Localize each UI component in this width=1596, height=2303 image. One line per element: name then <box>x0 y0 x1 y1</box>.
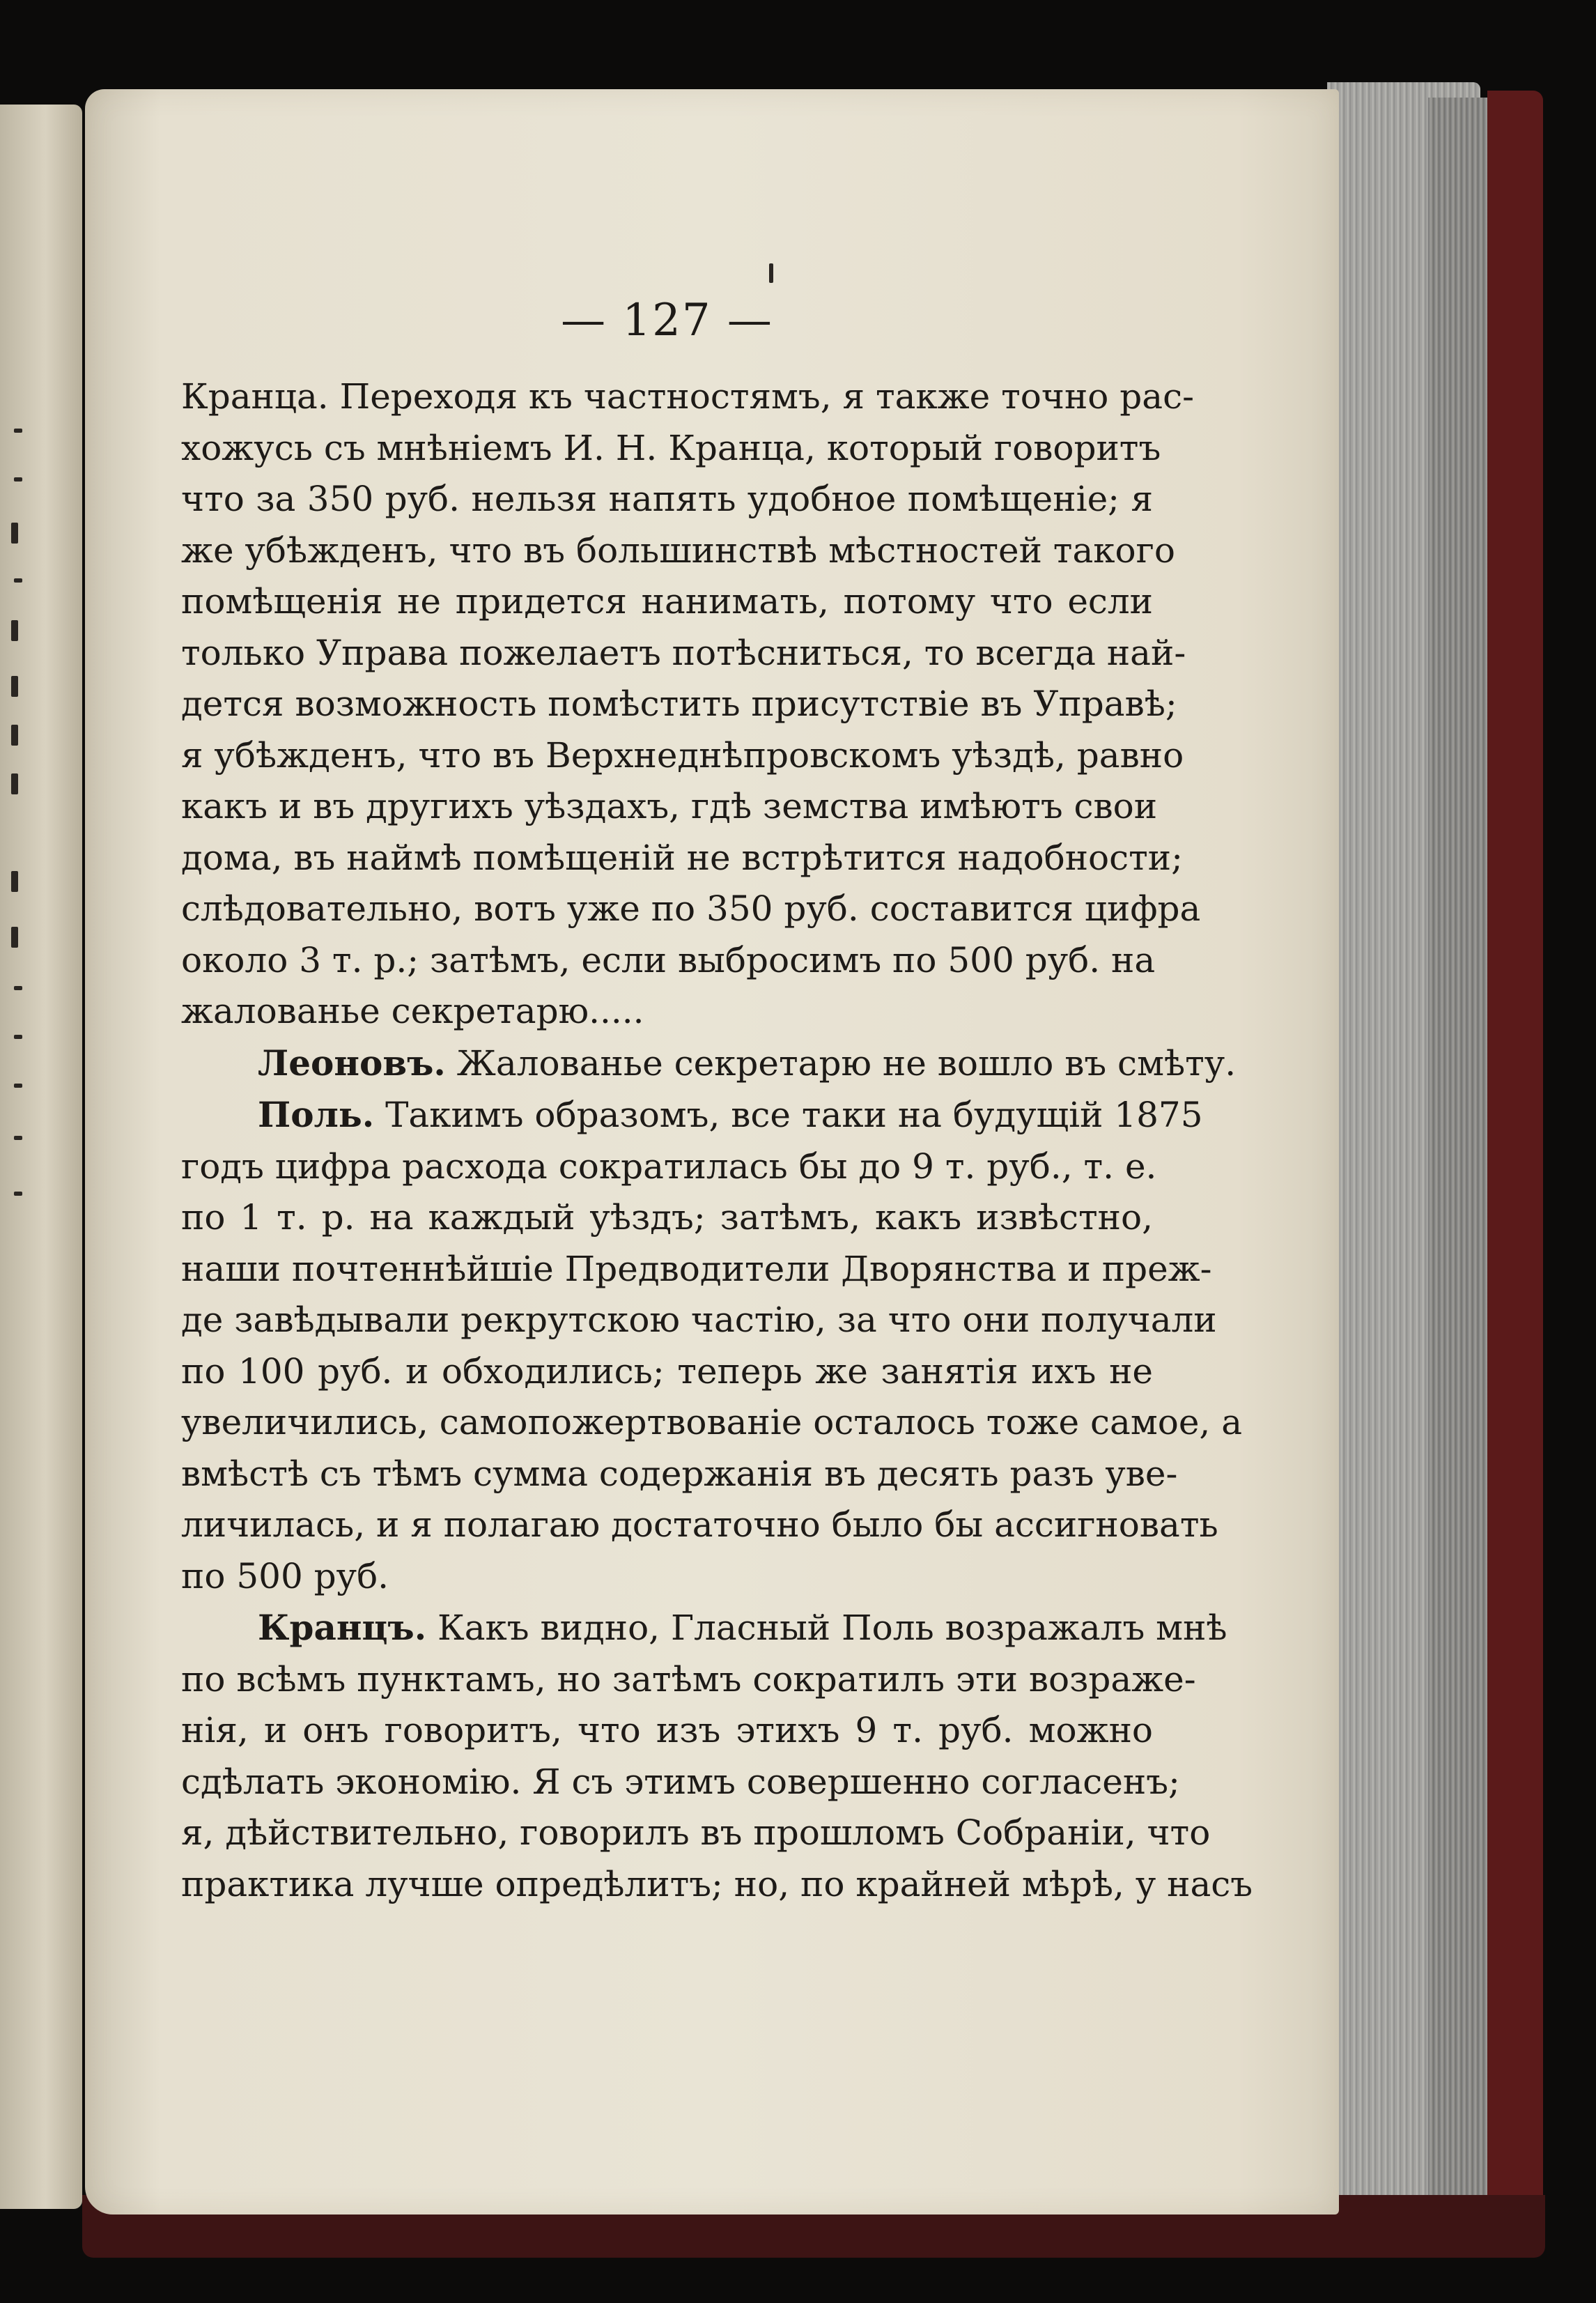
line-text: годъ цифра расхода сократилась бы до 9 т. руб., т. е. <box>181 1146 1157 1187</box>
line-text: нія, и онъ говоритъ, что изъ этихъ 9 т. руб. можно <box>181 1710 1153 1750</box>
line-text: я убѣжденъ, что въ Верхнеднѣпровскомъ уѣздѣ, равно <box>181 734 1184 776</box>
text-line <box>181 1500 1218 1551</box>
line-text: по 1 т. р. на каждый уѣздъ; затѣмъ, какъ извѣстно, <box>181 1197 1153 1238</box>
text-line <box>181 1346 1153 1398</box>
text-line <box>181 1244 1212 1295</box>
text-line <box>181 525 1175 577</box>
text-line <box>181 1859 1253 1911</box>
line-text: что за 350 руб. нельзя напять удобное помѣщеніе; я <box>181 479 1153 519</box>
text-line <box>181 986 1153 1038</box>
text-line <box>181 884 1201 935</box>
line-text: наши почтеннѣйшіе Предводители Дворянства и преж- <box>181 1248 1212 1289</box>
text-line <box>181 1705 1153 1757</box>
line-text: слѣдовательно, вотъ уже по 350 руб. составится цифра <box>181 888 1201 929</box>
text-line <box>181 1397 1243 1449</box>
line-text: по 100 руб. и обходились; теперь же занятія ихъ не <box>181 1350 1153 1392</box>
text-line <box>181 1295 1217 1346</box>
line-text: Жалованье секретарю не вошло въ смѣту. <box>445 1042 1237 1084</box>
print-mark <box>769 263 773 283</box>
line-text: личилась, и я полагаю достаточно было бы ассигновать <box>181 1504 1218 1545</box>
page-text <box>181 289 1253 1910</box>
line-text: практика лучше опредѣлитъ; но, по крайней мѣрѣ, у насъ <box>181 1863 1253 1904</box>
line-text: Кранца. Переходя къ частностямъ, я также точно рас- <box>181 376 1195 417</box>
line-text: только Управа пожелаетъ потѣсниться, то всегда най- <box>181 632 1186 673</box>
text-line <box>181 628 1186 679</box>
speaker-name: Поль. <box>258 1094 375 1135</box>
text-line <box>181 781 1158 833</box>
text-line <box>181 1141 1157 1193</box>
text-line <box>181 576 1153 628</box>
line-text: увеличились, самопожертвованіе осталось тоже самое, а <box>181 1402 1243 1442</box>
text-line <box>181 1654 1196 1706</box>
book-cover-right <box>1487 91 1543 2233</box>
previous-page-edge <box>0 105 82 2209</box>
line-text: помѣщенія не придется нанимать, потому что если <box>181 581 1153 622</box>
text-line <box>181 1192 1153 1244</box>
line-text: вмѣстѣ съ тѣмъ сумма содержанія въ десять разъ уве- <box>181 1453 1178 1494</box>
text-line <box>181 730 1184 782</box>
line-text: Такимъ образомъ, все таки на будущій 1875 <box>374 1095 1203 1135</box>
line-text: дома, въ наймѣ помѣщеній не встрѣтится надобности; <box>181 837 1183 878</box>
line-text: сдѣлать экономію. Я съ этимъ совершенно согласенъ; <box>181 1761 1180 1802</box>
text-line <box>181 679 1177 730</box>
text-line <box>181 1449 1178 1500</box>
line-text: дется возможность помѣстить присутствіе въ Управѣ; <box>181 684 1177 724</box>
line-text: какъ и въ другихъ уѣздахъ, гдѣ земства имѣютъ свои <box>181 786 1158 826</box>
text-line <box>181 1089 1203 1141</box>
text-line <box>181 1602 1227 1654</box>
text-line <box>181 423 1161 475</box>
text-lines <box>181 371 1253 1910</box>
text-line <box>181 474 1153 525</box>
line-text: де завѣдывали рекрутскою частію, за что они получали <box>181 1300 1217 1340</box>
line-text: по 500 руб. <box>181 1555 389 1596</box>
speaker-name: Леоновъ. <box>258 1042 446 1084</box>
text-line <box>181 1551 1153 1603</box>
line-text: около 3 т. р.; затѣмъ, если выбросимъ по 500 руб. на <box>181 939 1156 980</box>
text-line <box>181 1038 1237 1090</box>
line-text: же убѣжденъ, что въ большинствѣ мѣстностей такого <box>181 530 1175 571</box>
line-text: по всѣмъ пунктамъ, но затѣмъ сократилъ эти возраже- <box>181 1658 1196 1700</box>
page-number: — 127 — <box>561 295 773 346</box>
speaker-name: Кранцъ. <box>258 1607 427 1648</box>
text-line <box>181 935 1156 987</box>
line-text: я, дѣйствительно, говорилъ въ прошломъ Собраніи, что <box>181 1812 1211 1853</box>
text-line <box>181 1757 1180 1808</box>
text-line <box>181 833 1183 884</box>
line-text: Какъ видно, Гласный Поль возражалъ мнѣ <box>426 1608 1227 1648</box>
text-line <box>181 1808 1211 1859</box>
line-text: жалованье секретарю..... <box>181 991 644 1031</box>
text-line <box>181 371 1195 423</box>
line-text: хожусь съ мнѣніемъ И. Н. Кранца, который говоритъ <box>181 427 1161 468</box>
